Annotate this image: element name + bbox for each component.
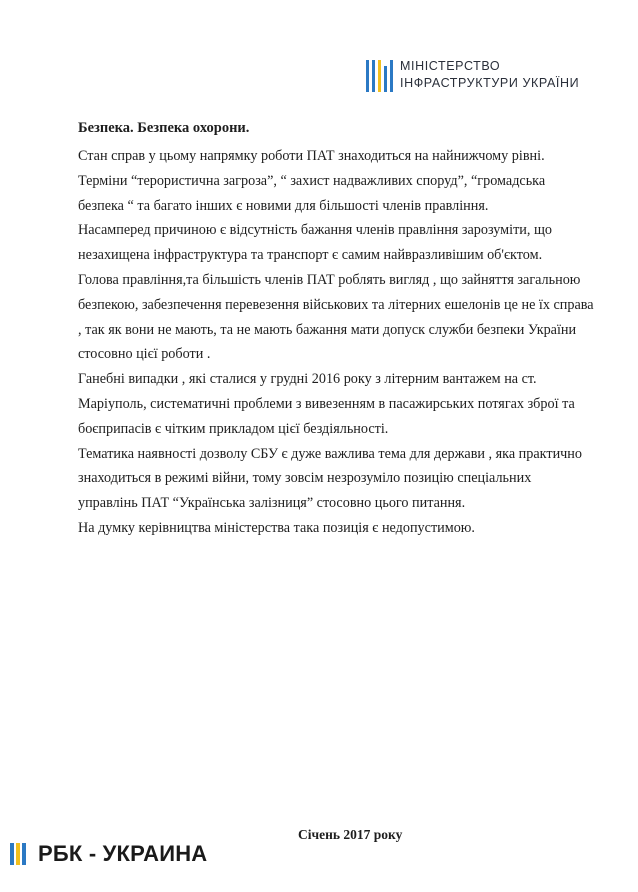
document-line: боєприпасів є чітким прикладом цієї бездіяльності. bbox=[78, 420, 389, 437]
ministry-logo bbox=[366, 58, 598, 98]
document-line: Стан справ у цьому напрямку роботи ПАТ знаходиться на найнижчому рівні. bbox=[78, 148, 545, 164]
document-heading: Безпека. Безпека охорони. bbox=[78, 120, 250, 136]
ministry-logo-bars-icon bbox=[366, 60, 396, 92]
document-line: Маріуполь, систематичні проблеми з вивезенням в пасажирських потягах зброї та bbox=[78, 395, 575, 412]
rbk-watermark-text: РБК - УКРАИНА bbox=[38, 841, 208, 866]
document-line: Ганебні випадки , які сталися у грудні 2016 року з літерним вантажем на ст. bbox=[78, 371, 537, 388]
document-line: безпекою, забезпечення перевезення військових та літерних ешелонів це не їх справа bbox=[78, 296, 594, 313]
document-line: Насамперед причиною є відсутність бажання членів правління зарозуміти, що bbox=[78, 222, 552, 239]
document-line: Терміни “терористична загроза”, “ захист надважливих споруд”, “громадська bbox=[78, 172, 546, 189]
document-body bbox=[78, 116, 598, 541]
document-line: управлінь ПАТ “Українська залізниця” стосовно цього питання. bbox=[78, 495, 466, 512]
document-line: знаходиться в режимі війни, тому зовсім незрозуміло позицію спеціальних bbox=[78, 470, 532, 487]
document-line: стосовно цієї роботи . bbox=[78, 346, 211, 363]
document-line: незахищена інфраструктура та транспорт є самим найвразливішим об'єктом. bbox=[78, 247, 543, 264]
document-line: Тематика наявності дозволу СБУ є дуже важлива тема для держави , яка практично bbox=[78, 445, 582, 462]
rbk-logo-bars-icon bbox=[10, 843, 32, 865]
document-date: Січень 2017 року bbox=[298, 827, 403, 842]
rbk-watermark bbox=[10, 838, 207, 870]
document-line: , так як вони не мають, та не мають бажання мати допуск служби безпеки України bbox=[78, 321, 577, 338]
document-line: На думку керівництва міністерства така позиція є недопустимою. bbox=[78, 519, 475, 536]
document-line: безпека “ та багато інших є новими для більшості членів правління. bbox=[78, 197, 489, 214]
document-line: Голова правління,та більшість членів ПАТ роблять вигляд , що зайняття загальною bbox=[78, 271, 581, 288]
ministry-logo-line-1: МІНІСТЕРСТВО bbox=[400, 59, 501, 73]
ministry-logo-line-2: ІНФРАСТРУКТУРИ УКРАЇНИ bbox=[400, 76, 580, 90]
ministry-logo-text bbox=[400, 58, 579, 92]
